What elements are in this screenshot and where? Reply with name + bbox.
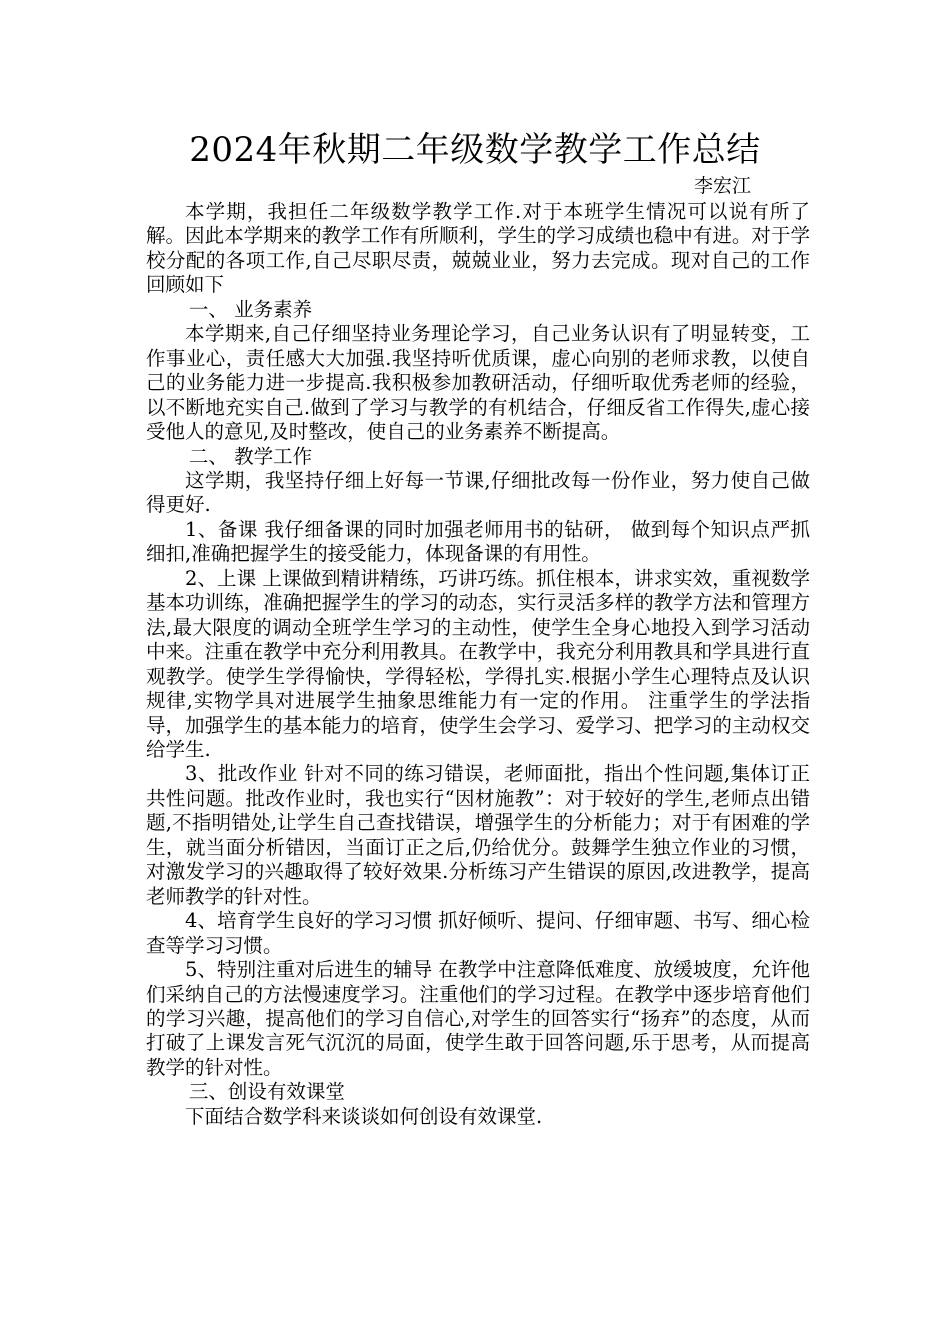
study-habits-paragraph: 4、培育学生良好的学习习惯 抓好倾听、提问、仔细审题、书写、细心检查等学习习惯。 <box>146 909 810 957</box>
section-heading-1: 一、 业务素养 <box>188 297 313 321</box>
struggling-students-paragraph: 5、特别注重对后进生的辅导 在教学中注意降低难度、放缓坡度，允许他们采纳自己的方法慢速度学习。注重他们的学习过程。在教学中逐步培育他们的学习兴趣，提高他们的学习自信心,对学生的回答实行“扬弃”的态度，从而打破了上课发言死气沉沉的局面，使学生敢于回答问题,乐于思考，从而提高教学的针对性。 <box>146 958 810 1079</box>
intro-paragraph: 本学期，我担任二年级数学教学工作.对于本班学生情况可以说有所了解。因此本学期来的教学工作有所顺利，学生的学习成绩也稳中有进。对于学校分配的各项工作,自己尽职尽责，兢兢业业，努力去完成。现对自己的工作回顾如下 <box>146 200 810 297</box>
lesson-prep-paragraph: 1、备课 我仔细备课的同时加强老师用书的钻研， 做到每个知识点严抓细扣,准确把握学生的接受能力，体现备课的有用性。 <box>146 517 810 566</box>
homework-correction-paragraph: 3、批改作业 针对不同的练习错误，老师面批，指出个性问题,集体订正共性问题。批改作业时，我也实行“因材施教”：对于较好的学生,老师点出错题,不指明错处,让学生自己查找错误，增强学生的分析能力；对于有困难的学生，就当面分析错因，当面订正之后,仍给优分。鼓舞学生独立作业的习惯，对激发学习的兴趣取得了较好效果.分析练习产生错误的原因,改进教学，提高老师教学的针对性。 <box>146 762 810 908</box>
section-1-paragraph: 本学期来,自己仔细坚持业务理论学习，自己业务认识有了明显转变，工作事业心，责任感大大加强.我坚持听优质课，虚心向别的老师求教，以使自己的业务能力进一步提高.我积极参加教研活动，仔细听取优秀老师的经验，以不断地充实自己.做到了学习与教学的有机结合，仔细反省工作得失,虚心接受他人的意见,及时整改，使自己的业务素养不断提高。 <box>146 322 810 444</box>
author-name: 李宏江 <box>694 175 752 197</box>
section-3-paragraph: 下面结合数学科来谈谈如何创设有效课堂. <box>185 1104 543 1128</box>
section-2-intro-paragraph: 这学期，我坚持仔细上好每一节课,仔细批改每一份作业，努力使自己做得更好. <box>146 468 810 517</box>
teaching-paragraph: 2、上课 上课做到精讲精练，巧讲巧练。抓住根本，讲求实效，重视数学基本功训练，准确把握学生的学习的动态，实行灵活多样的教学方法和管理方法,最大限度的调动全班学生学习的主动性，使学生全身心地投入到学习活动中来。注重在教学中充分利用教具。在教学中，我充分利用教具和学具进行直观教学。使学生学得愉快，学得轻松，学得扎实.根据小学生心理特点及认识规律,实物学具对进展学生抽象思维能力有一定的作用。 注重学生的学法指导，加强学生的基本能力的培育，使学生会学习、爱学习、把学习的主动权交给学生. <box>146 566 810 761</box>
document-body <box>146 200 810 1129</box>
section-heading-3: 三、创设有效课堂 <box>188 1080 345 1104</box>
document-title: 2024年秋期二年级数学教学工作总结 <box>189 130 761 170</box>
section-heading-2: 二、 教学工作 <box>188 444 313 468</box>
